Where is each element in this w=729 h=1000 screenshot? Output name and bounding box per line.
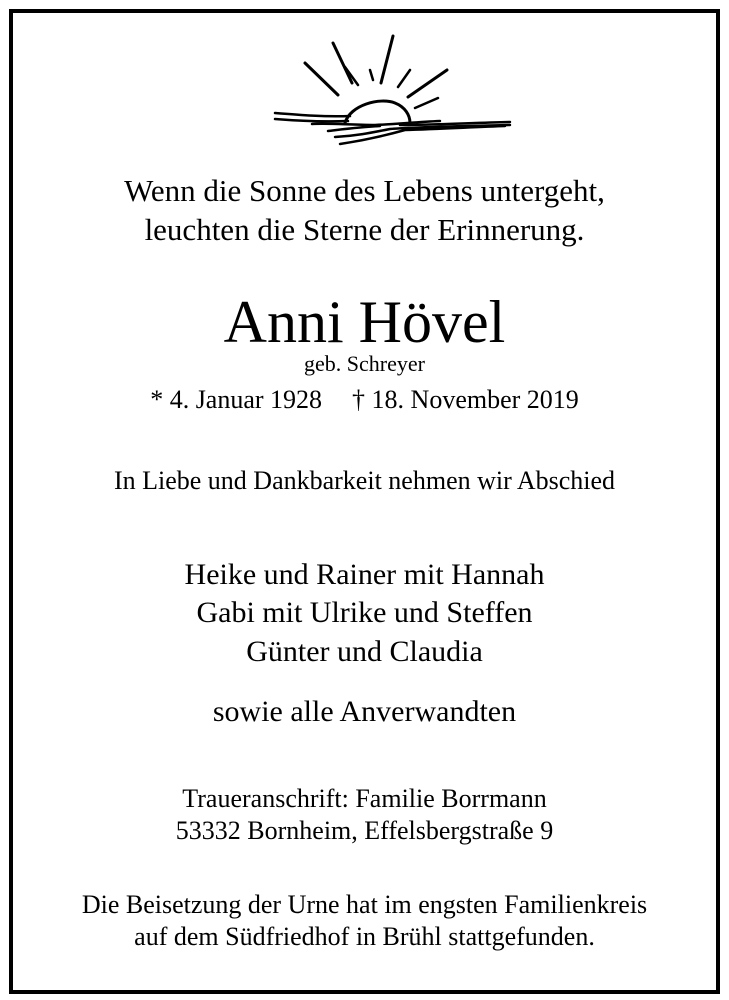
deceased-name: Anni Hövel [223,289,506,355]
setting-sun-icon [240,25,530,155]
mourner-line: Heike und Rainer mit Hannah [184,558,545,591]
notice-frame [9,9,720,994]
birth-name: geb. Schreyer [304,351,425,376]
burial-line-2: auf dem Südfriedhof in Brühl stattgefunden. [134,922,595,951]
death-date: † 18. November 2019 [352,385,579,414]
farewell-text: In Liebe und Dankbarkeit nehmen wir Abschied [113,466,616,495]
burial-line-1: Die Beisetzung der Urne hat im engsten Familienkreis [81,890,648,919]
mourner-line: Günter und Claudia [246,635,483,668]
birth-date: * 4. Januar 1928 [150,385,323,414]
address-line-2: 53332 Bornheim, Effelsbergstraße 9 [175,816,554,845]
mourner-line: Gabi mit Ulrike und Steffen [196,596,533,629]
relatives-text: sowie alle Anverwandten [212,695,517,728]
motto-line-1: Wenn die Sonne des Lebens untergeht, [124,173,605,208]
motto-line-2: leuchten die Sterne der Erinnerung. [144,212,585,247]
address-line-1: Traueranschrift: Familie Borrmann [182,784,547,813]
life-dates [0,387,729,413]
